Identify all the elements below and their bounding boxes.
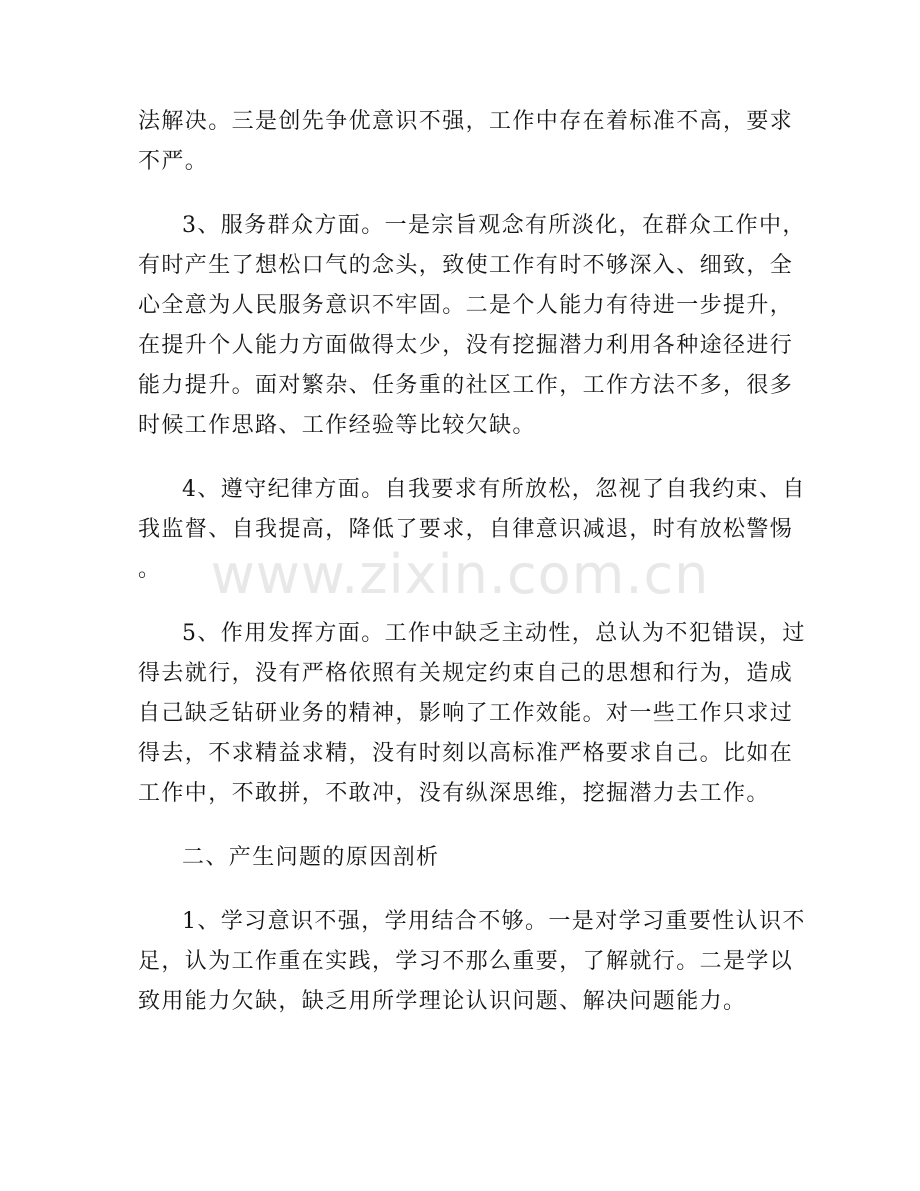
- text-line: 不严。: [138, 149, 209, 174]
- paragraph-discipline: [138, 470, 806, 590]
- document-body: [138, 102, 806, 1046]
- text-line: 5、作用发挥方面。工作中缺乏主动性，总认为不犯错误，过: [182, 621, 806, 646]
- section-heading-text: 二、产生问题的原因剖析: [182, 845, 440, 870]
- text-line: 3、服务群众方面。一是宗旨观念有所淡化，在群众工作中，: [182, 213, 806, 238]
- paragraph-role-play: [138, 614, 806, 814]
- text-line: 自己缺乏钻研业务的精神，影响了工作效能。对一些工作只求过: [138, 701, 794, 726]
- text-line: 1、学习意识不强，学用结合不够。一是对学习重要性认识不: [182, 909, 806, 934]
- text-line: 得去就行，没有严格依照有关规定约束自己的思想和行为，造成: [138, 661, 794, 686]
- text-line: 工作中，不敢拼，不敢冲，没有纵深思维，挖掘潜力去工作。: [138, 781, 770, 806]
- text-line: 足，认为工作重在实践，学习不那么重要，了解就行。二是学以: [138, 949, 794, 974]
- paragraph-study-awareness: [138, 902, 806, 1022]
- text-line: 有时产生了想松口气的念头，致使工作有时不够深入、细致，全: [138, 253, 794, 278]
- section-heading: [138, 838, 778, 878]
- text-line: 时候工作思路、工作经验等比较欠缺。: [138, 413, 536, 438]
- text-line: 在提升个人能力方面做得太少，没有挖掘潜力利用各种途径进行: [138, 333, 794, 358]
- paragraph-continuation: [138, 102, 794, 182]
- text-line: 4、遵守纪律方面。自我要求有所放松，忽视了自我约束、自: [182, 477, 806, 502]
- text-line: 我监督、自我提高，降低了要求，自律意识减退，时有放松警惕: [138, 517, 794, 542]
- text-line: 致用能力欠缺，缺乏用所学理论认识问题、解决问题能力。: [138, 989, 747, 1014]
- text-line: 得去，不求精益求精，没有时刻以高标准严格要求自己。比如在: [138, 741, 794, 766]
- text-line: 心全意为人民服务意识不牢固。二是个人能力有待进一步提升，: [138, 293, 794, 318]
- text-line: 能力提升。面对繁杂、任务重的社区工作，工作方法不多，很多: [138, 373, 794, 398]
- watermark: www.zixin.com.cn: [210, 543, 710, 606]
- text-line: 法解决。三是创先争优意识不强，工作中存在着标准不高，要求: [138, 109, 794, 134]
- paragraph-serving-masses: [138, 206, 806, 446]
- text-line: 。: [138, 557, 162, 582]
